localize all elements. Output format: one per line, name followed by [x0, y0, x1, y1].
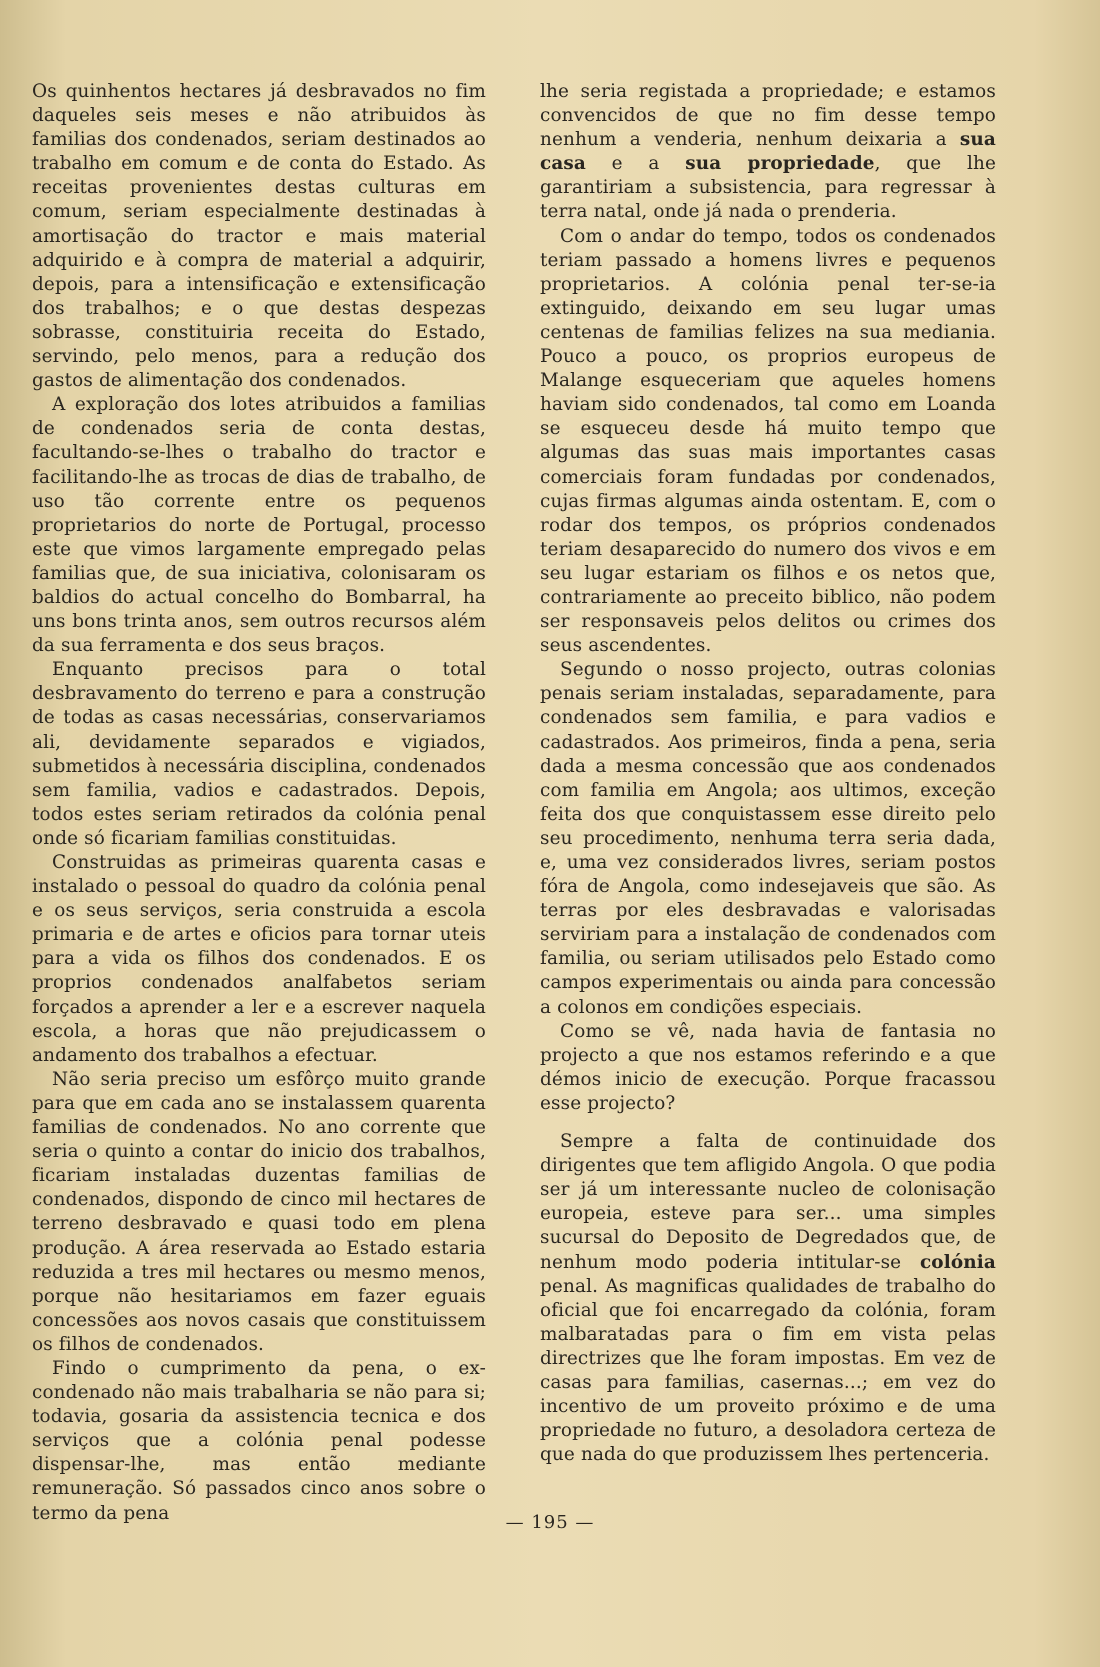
text-run: , que lhe garantiriam a subsistencia, para regressar à terra natal, onde já nada o prenderia.: [540, 153, 997, 223]
text-run: penal. As magnificas qualidades de trabalho do oficial que foi encarregado da colónia, foram malbaratadas para o fim em vista pelas directrizes que lhe foram impostas. Em vez de casas para familias, casernas...; em vez do incentivo de um proveito próximo e de uma propriedade no futuro, a desoladora certeza de que nada do que produzissem lhes pertenceria.: [540, 1275, 996, 1466]
right-column: [540, 80, 996, 1467]
paragraph: [540, 1130, 996, 1467]
paragraph: A exploração dos lotes atribuidos a familias de condenados seria de conta destas, facultando-se-lhes o trabalho do tractor e facilitando-lhe as trocas de dias de trabalho, de uso tão corrente entre os pequenos proprietarios do norte de Portugal, processo este que vimos largamente empregado pelas familias que, de sua iniciativa, colonisaram os baldios do actual concelho do Bombarral, ha uns bons trinta anos, sem outros recursos além da sua ferramenta e dos seus braços.: [32, 394, 486, 657]
paragraph: Não seria preciso um esfôrço muito grande para que em cada ano se instalassem quarenta familias de condenados. No ano corrente que seria o quinto a contar do inicio dos trabalhos, ficariam instaladas duzentas familias de condenados, dispondo de cinco mil hectares de terreno desbravado e quasi todo em plena produção. A área reservada ao Estado estaria reduzida a tres mil hectares ou mesmo menos, porque não hesitariamos em fazer eguais concessões aos novos casais que constituissem os filhos de condenados.: [32, 1068, 486, 1355]
paragraph: Segundo o nosso projecto, outras colonias penais seriam instaladas, separadamente, para condenados sem familia, e para vadios e cadastrados. Aos primeiros, finda a pena, seria dada a mesma concessão que aos condenados com familia em Angola; aos ultimos, exceção feita dos que conquistassem esse direito pelo seu procedimento, nenhuma terra seria dada, e, uma vez considerados livres, seriam postos fóra de Angola, como indesejaveis que são. As terras por eles desbravadas e valorisadas serviriam para a instalação de condenados com familia, ou seriam utilisados pelo Estado como campos experimentais ou ainda para concessão a colonos em condições especiais.: [540, 659, 996, 1018]
paragraph: Como se vê, nada havia de fantasia no projecto a que nos estamos referindo e a que démos inicio de execução. Porque fracassou esse projecto?: [540, 1020, 996, 1114]
bold-text: sua propriedade: [685, 153, 875, 175]
paragraph: Os quinhentos hectares já desbravados no fim daqueles seis meses e não atribuidos às familias dos condenados, seriam destinados ao trabalho em comum e de conta do Estado. As receitas provenientes destas culturas em comum, seriam especialmente destinadas à amortisação do tractor e mais material adquirido e à compra de material a adquirir, depois, para a intensificação e extensificação dos trabalhos; e o que destas despezas sobrasse, constituiria receita do Estado, servindo, pelo menos, para a redução dos gastos de alimentação dos condenados.: [32, 81, 486, 392]
text-run: e a: [585, 153, 686, 175]
text-run: Sempre a falta de continuidade dos dirigentes que tem afligido Angola. O que podia ser já um interessante nucleo de colonisação europeia, esteve para ser... uma simples sucursal do Deposito de Degredados que, de nenhum modo poderia intitular-se: [540, 1131, 996, 1273]
paragraph: Enquanto precisos para o total desbravamento do terreno e para a construção de todas as casas necessárias, conservariamos ali, devidamente separados e vigiados, submetidos à necessária disciplina, condenados sem familia, vadios e cadastrados. Depois, todos estes seriam retirados da colónia penal onde só ficariam familias constituidas.: [32, 659, 486, 849]
text-run: lhe seria registada a propriedade; e estamos convencidos de que no fim desse tempo nenhum a venderia, nenhum deixaria a: [540, 81, 996, 151]
bold-text: sua casa: [540, 129, 996, 175]
left-column: [32, 80, 486, 1526]
paragraph: Construidas as primeiras quarenta casas e instalado o pessoal do quadro da colónia penal e os seus serviços, seria construida a escola primaria e de artes e oficios para tornar uteis para a vida os filhos dos condenados. E os proprios condenados analfabetos seriam forçados a aprender a ler e a escrever naquela escola, a horas que não prejudicassem o andamento dos trabalhos a efectuar.: [32, 852, 486, 1066]
bold-text: colónia: [919, 1251, 996, 1273]
paragraph: Com o andar do tempo, todos os condenados teriam passado a homens livres e pequenos proprietarios. A colónia penal ter-se-ia extinguido, deixando em seu lugar umas centenas de familias felizes na sua mediania. Pouco a pouco, os proprios europeus de Malange esqueceriam que aqueles homens haviam sido condenados, tal como em Loanda se esqueceu desde há muito tempo que algumas das suas mais importantes casas comerciais foram fundadas por condenados, cujas firmas algumas ainda ostentam. E, com o rodar dos tempos, os próprios condenados teriam desaparecido do numero dos vivos e em seu lugar estariam os filhos e os netos que, contrariamente ao preceito biblico, não podem ser responsaveis pelos delitos ou crimes dos seus ascendentes.: [540, 225, 996, 657]
page-number: — 195 —: [505, 1512, 595, 1533]
paragraph: Findo o cumprimento da pena, o ex-condenado não mais trabalharia se não para si; todavia, gosaria da assistencia tecnica e dos serviços que a colónia penal podesse dispensar-lhe, mas então mediante remuneração. Só passados cinco anos sobre o termo da pena: [32, 1357, 486, 1524]
paragraph-continued: [540, 80, 996, 225]
